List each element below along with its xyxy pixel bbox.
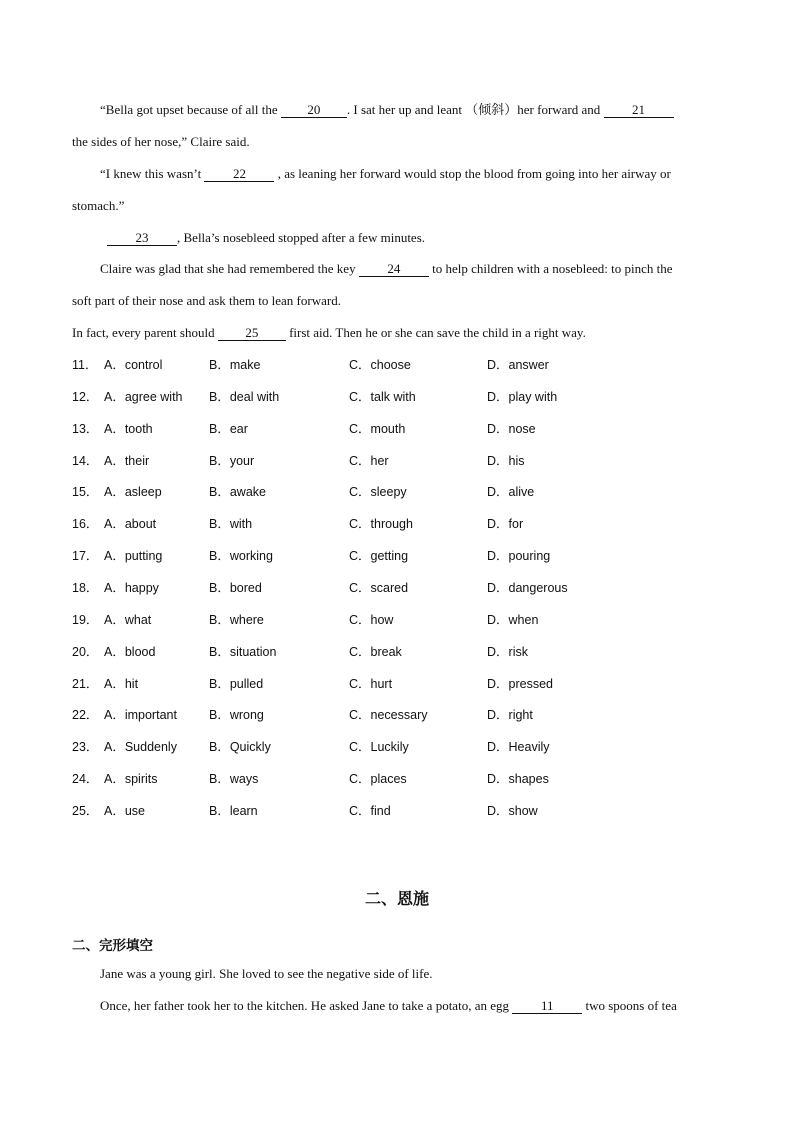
option-d[interactable]: D．show [487,804,538,818]
passage-line-7: soft part of their nose and ask them to lean forward. [72,293,341,308]
option-a[interactable]: A．use [104,804,145,818]
option-b[interactable]: B．bored [209,581,262,595]
option-c[interactable]: C．talk with [349,390,416,404]
option-a[interactable]: A．tooth [104,422,153,436]
text: , as leaning her forward would stop the blood from going into her airway or [274,166,671,181]
option-b[interactable]: B．situation [209,645,277,659]
text: In fact, every parent should [72,325,218,340]
option-a[interactable]: A．spirits [104,772,158,786]
passage-line-8 [72,325,586,341]
passage-line-1 [100,102,674,118]
option-c[interactable]: C．through [349,517,413,531]
option-d[interactable]: D．play with [487,390,558,404]
option-d[interactable]: D．alive [487,485,535,499]
blank-25[interactable]: 25 [218,326,286,341]
question-number: 13． [72,422,99,436]
option-a[interactable]: A．their [104,454,150,468]
option-a[interactable]: A．control [104,358,163,372]
passage-line-3 [100,166,671,182]
question-number: 21． [72,677,99,691]
blank-23[interactable]: 23 [107,231,177,246]
text: . I sat her up and leant （倾斜）her forward and [346,102,604,117]
text: “Bella got upset because of all the [100,102,281,117]
text: Once, her father took her to the kitchen. He asked Jane to take a potato, an egg [100,998,513,1013]
question-number: 24． [72,772,99,786]
question-number: 11． [72,358,98,372]
option-a[interactable]: A．happy [104,581,159,595]
option-b[interactable]: B．learn [209,804,258,818]
option-c[interactable]: C．choose [349,358,411,372]
passage-line-6 [100,261,673,277]
question-number: 20． [72,645,99,659]
question-number: 12． [72,390,99,404]
option-b[interactable]: B．with [209,517,253,531]
question-number: 18． [72,581,99,595]
section-title: 二、恩施 [364,889,429,908]
text: first aid. Then he or she can save the child in a right way. [285,325,586,340]
option-b[interactable]: B．Quickly [209,740,271,754]
question-number: 14． [72,454,99,468]
option-c[interactable]: C．necessary [349,708,428,722]
option-a[interactable]: A．asleep [104,485,162,499]
option-c[interactable]: C．places [349,772,407,786]
option-d[interactable]: D．pouring [487,549,551,563]
question-number: 19． [72,613,99,627]
option-b[interactable]: B．your [209,454,255,468]
blank-21[interactable]: 21 [604,103,674,118]
text: to help children with a nosebleed: to pinch the [428,261,673,276]
option-b[interactable]: B．awake [209,485,266,499]
question-number: 15． [72,485,99,499]
text: two spoons of tea [582,998,677,1013]
text: , Bella’s nosebleed stopped after a few minutes. [177,230,426,245]
option-c[interactable]: C．find [349,804,391,818]
option-d[interactable]: D．shapes [487,772,549,786]
option-c[interactable]: C．how [349,613,394,627]
option-b[interactable]: B．deal with [209,390,280,404]
option-b[interactable]: B．ways [209,772,259,786]
option-c[interactable]: C．sleepy [349,485,407,499]
section-subtitle: 二、完形填空 [72,938,153,954]
question-number: 17． [72,549,99,563]
option-c[interactable]: C．Luckily [349,740,409,754]
option-a[interactable]: A．agree with [104,390,183,404]
question-number: 16． [72,517,99,531]
option-c[interactable]: C．hurt [349,677,393,691]
option-d[interactable]: D．right [487,708,533,722]
blank-20[interactable]: 20 [281,103,347,118]
option-d[interactable]: D．Heavily [487,740,550,754]
passage-line-4: stomach.” [72,198,125,213]
option-b[interactable]: B．wrong [209,708,264,722]
option-b[interactable]: B．pulled [209,677,264,691]
option-c[interactable]: C．break [349,645,402,659]
question-number: 25． [72,804,99,818]
text: “I knew this wasn’t [100,166,205,181]
option-b[interactable]: B．ear [209,422,248,436]
option-b[interactable]: B．make [209,358,261,372]
option-d[interactable]: D．risk [487,645,528,659]
passage-line-2: the sides of her nose,” Claire said. [72,134,250,149]
option-b[interactable]: B．where [209,613,264,627]
option-a[interactable]: A．putting [104,549,163,563]
blank-22[interactable]: 22 [204,167,274,182]
option-c[interactable]: C．her [349,454,389,468]
section-line-1: Jane was a young girl. She loved to see the negative side of life. [100,966,433,981]
option-a[interactable]: A．about [104,517,157,531]
blank-24[interactable]: 24 [359,262,429,277]
option-c[interactable]: C．mouth [349,422,406,436]
text: Claire was glad that she had remembered the key [100,261,359,276]
option-a[interactable]: A．blood [104,645,156,659]
option-d[interactable]: D．for [487,517,524,531]
option-c[interactable]: C．scared [349,581,409,595]
question-number: 23． [72,740,99,754]
option-d[interactable]: D．answer [487,358,549,372]
option-a[interactable]: A．what [104,613,152,627]
option-c[interactable]: C．getting [349,549,409,563]
option-a[interactable]: A．Suddenly [104,740,177,754]
blank-11[interactable]: 11 [512,999,582,1014]
option-a[interactable]: A．important [104,708,177,722]
option-d[interactable]: D．nose [487,422,536,436]
question-number: 22． [72,708,99,722]
option-a[interactable]: A．hit [104,677,139,691]
option-b[interactable]: B．working [209,549,273,563]
option-d[interactable]: D．when [487,613,539,627]
option-d[interactable]: D．pressed [487,677,553,691]
option-d[interactable]: D．his [487,454,525,468]
option-d[interactable]: D．dangerous [487,581,568,595]
passage-line-5 [107,230,425,246]
section-line-2 [100,998,677,1014]
